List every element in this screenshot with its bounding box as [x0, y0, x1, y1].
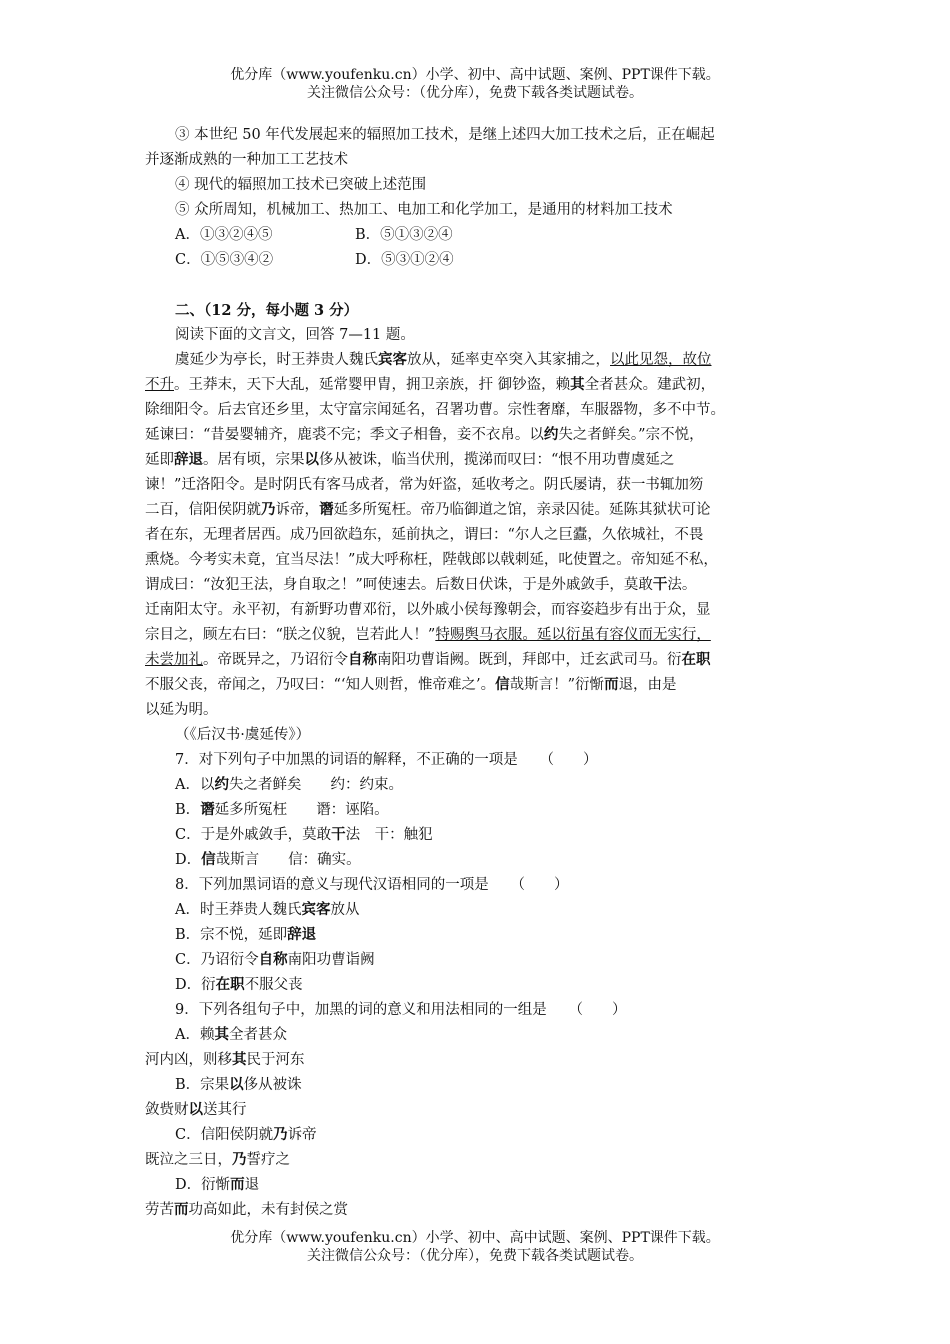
passage-line: 延即辞退。居有顷，宗果以侈从被诛，临当伏刑，揽涕而叹曰：“恨不用功曹虞延之: [145, 452, 675, 468]
footer-line-2: 关注微信公众号：（优分库），免费下载各类试题试卷。: [307, 1248, 643, 1264]
bold-word: 而: [230, 1177, 245, 1193]
passage-line: 谏！”迁洛阳令。是时阴氏有客马成者，常为奸盗，延收考之。阴氏屡请，获一书辄加笏: [145, 477, 704, 493]
header-line-1: 优分库（www.youfenku.cn）小学、初中、高中试题、案例、PPT课件下载。: [230, 67, 720, 83]
q6-item-3: ③ 本世纪 50 年代发展起来的辐照加工技术，是继上述四大加工技术之后，正在崛起: [175, 127, 715, 143]
q6-options-cd: [145, 248, 815, 273]
q6-option-a: A．①③②④⑤: [175, 227, 273, 243]
bold-word: 辞退: [287, 927, 317, 943]
q6-item-3-cont: 并逐渐成熟的一种加工工艺技术: [145, 152, 348, 168]
underlined-sentence: 未尝加礼: [145, 652, 203, 668]
bold-word: 宾客: [301, 902, 331, 918]
q9-stem: 9．下列各组句子中，加黑的词的意义和用法相同的一组是 （ ）: [175, 1002, 627, 1018]
bold-word: 以: [304, 452, 319, 468]
passage-source: （《后汉书·虞延传》）: [175, 727, 311, 743]
bold-word: 其: [214, 1027, 229, 1043]
passage-line: 未尝加礼。帝既异之，乃诏衍令自称南阳功曹诣阙。既到，拜郎中，迁玄武司马。衍在职: [145, 652, 711, 668]
section-2-instruction: 阅读下面的文言文，回答 7—11 题。: [175, 327, 415, 343]
underlined-sentence: 以此见怨，故位: [610, 352, 712, 368]
bold-word: 约: [543, 427, 559, 443]
section-2-title: 二、（12 分，每小题 3 分）: [175, 302, 359, 319]
underlined-sentence: 不升: [145, 377, 174, 393]
q7-stem: 7．对下列句子中加黑的词语的解释，不正确的一项是 （ ）: [175, 752, 598, 768]
bold-word: 在职: [215, 977, 245, 993]
bold-word: 谮: [200, 802, 215, 818]
bold-word: 自称: [258, 952, 288, 968]
bold-word: 宾客: [378, 352, 407, 368]
bold-word: 而: [604, 677, 619, 693]
q7-option-b: B．谮延多所冤枉 谮：诬陷。: [175, 802, 389, 818]
bold-word: 乃: [232, 1152, 247, 1168]
q8-option-b: B．宗不悦，延即辞退: [175, 927, 317, 943]
bold-word: 干: [331, 827, 346, 843]
q9-option-d-1: D．衍惭而退: [175, 1177, 260, 1193]
bold-word: 谮: [319, 502, 334, 518]
bold-word: 干: [652, 577, 668, 593]
header-line-2: 关注微信公众号：（优分库），免费下载各类试题试卷。: [307, 85, 643, 101]
q8-option-d: D．衍在职不服父丧: [175, 977, 303, 993]
q6-option-c: C．①⑤③④②: [175, 252, 274, 268]
bold-word: 以: [229, 1077, 244, 1093]
passage-line: 二百，信阳侯阴就乃诉帝，谮延多所冤枉。帝乃临御道之馆，亲录囚徒。延陈其狱状可论: [145, 502, 711, 518]
bold-word: 辞退: [174, 452, 203, 468]
passage-line: 不服父丧，帝闻之，乃叹曰：“‘知人则哲，惟帝难之’。信哉斯言！”衍惭而退，由是: [145, 677, 677, 693]
passage-line: 谓成曰：“汝犯王法，身自取之！”呵使速去。后数日伏诛，于是外戚敛手，莫敢干法。: [145, 577, 697, 593]
q7-option-a: A．以约失之者鲜矣 约：约束。: [175, 777, 403, 793]
bold-word: 自称: [348, 652, 377, 668]
q8-option-a: A．时王莽贵人魏氏宾客放从: [175, 902, 360, 918]
q7-option-d: D．信哉斯言 信：确实。: [175, 852, 361, 868]
page-header: [0, 66, 950, 102]
q6-item-5: ⑤ 众所周知，机械加工、热加工、电加工和化学加工，是通用的材料加工技术: [175, 202, 673, 218]
q6-option-d: D．⑤③①②④: [355, 252, 454, 268]
passage-line: 虞延少为亭长，时王莽贵人魏氏宾客放从，延率吏卒突入其家捕之，以此见怨，故位: [175, 352, 712, 368]
bold-word: 而: [174, 1202, 189, 1218]
q6-item-4: ④ 现代的辐照加工技术已突破上述范围: [175, 177, 427, 193]
q9-option-a-2: 河内凶，则移其民于河东: [145, 1052, 305, 1068]
q6-options-ab: [145, 223, 815, 248]
q9-option-d-2: 劳苦而功高如此，未有封侯之赏: [145, 1202, 348, 1218]
bold-word: 信: [201, 852, 216, 868]
page-body: [145, 123, 815, 1223]
passage-line: 宗目之，顾左右曰：“朕之仪貌，岂若此人！”特赐舆马衣服。延以衍虽有容仪而无实行，: [145, 627, 711, 643]
passage-line: 延谏曰：“昔晏婴辅齐，鹿裘不完；季文子相鲁，妾不衣帛。以约失之者鲜矣。”宗不悦，: [145, 427, 704, 443]
bold-word: 乃: [261, 502, 276, 518]
q9-option-b-2: 敛赀财以送其行: [145, 1102, 247, 1118]
footer-line-1: 优分库（www.youfenku.cn）小学、初中、高中试题、案例、PPT课件下载。: [230, 1230, 720, 1246]
passage-line: 迁南阳太守。永平初，有新野功曹邓衍，以外戚小侯每豫朝会，而容姿趋步有出于众，显: [145, 602, 711, 618]
passage-line: 熏烧。今考实未竟，宜当尽法！”成大呼称枉，陛戟郎以戟刺延，叱使置之。帝知延不私，: [145, 552, 718, 568]
passage-line: 以延为明。: [145, 702, 218, 718]
q6-option-b: B．⑤①③②④: [355, 227, 453, 243]
bold-word: 其: [570, 377, 585, 393]
underlined-sentence: 特赐舆马衣服。延以衍虽有容仪而无实行，: [435, 627, 711, 643]
passage-line: 不升。王莽末，天下大乱，延常婴甲胄，拥卫亲族，扞 御钞盗，赖其全者甚众。建武初，: [145, 377, 716, 393]
bold-word: 约: [214, 777, 229, 793]
bold-word: 在职: [681, 652, 711, 668]
q9-option-c-1: C．信阳侯阴就乃诉帝: [175, 1127, 317, 1143]
bold-word: 信: [495, 677, 510, 693]
passage-line: 除细阳令。后去官还乡里，太守富宗闻延名，召署功曹。宗性奢靡，车服器物，多不中节。: [145, 402, 725, 418]
q7-option-c: C．于是外戚敛手，莫敢干法 干：触犯: [175, 827, 433, 843]
bold-word: 其: [232, 1052, 247, 1068]
q9-option-b-1: B．宗果以侈从被诛: [175, 1077, 302, 1093]
q8-stem: 8．下列加黑词语的意义与现代汉语相同的一项是 （ ）: [175, 877, 569, 893]
q8-option-c: C．乃诏衍令自称南阳功曹诣阙: [175, 952, 375, 968]
bold-word: 以: [188, 1102, 203, 1118]
page-footer: [0, 1229, 950, 1265]
q9-option-c-2: 既泣之三日，乃誓疗之: [145, 1152, 290, 1168]
bold-word: 乃: [273, 1127, 288, 1143]
passage-line: 者在东，无理者居西。成乃回欲趋东，延前执之，谓曰：“尔人之巨蠹，久依城社，不畏: [145, 527, 704, 543]
q9-option-a-1: A．赖其全者甚众: [175, 1027, 287, 1043]
